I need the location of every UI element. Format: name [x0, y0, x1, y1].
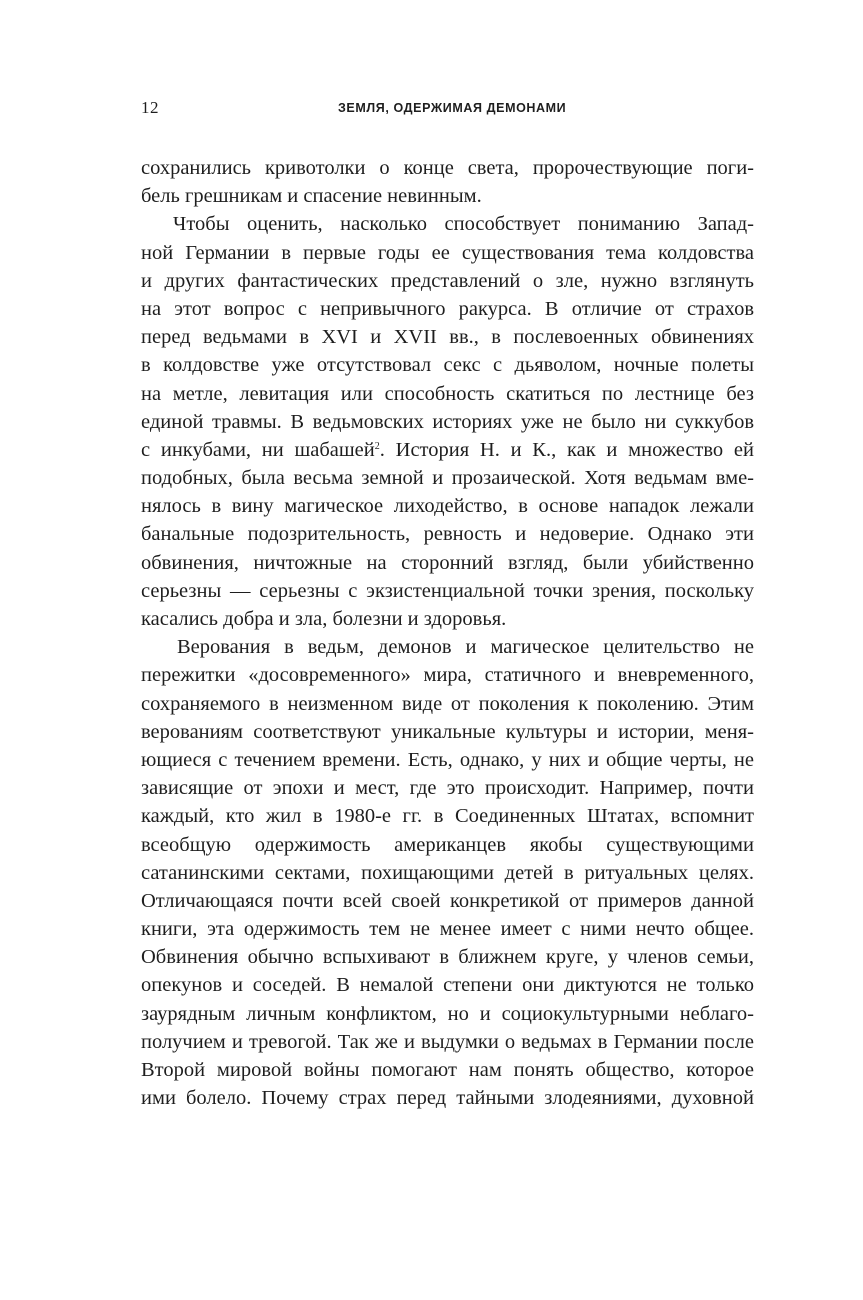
text-line: на метле, левитация или способность скатиться по лестнице без: [141, 382, 754, 405]
text-line: получием и тревогой. Так же и выдумки о ведьмах в Германии после: [141, 1030, 754, 1053]
text-line: каждый, кто жил в 1980-е гг. в Соединенных Штатах, вспомнит: [141, 805, 754, 828]
body-text: [141, 154, 754, 1112]
text-line: ной Германии в первые годы ее существования тема колдовства: [141, 241, 754, 264]
text-line: сохраняемого в неизменном виде от поколения к поколению. Этим: [141, 692, 754, 715]
text-line: Верования в ведьм, демонов и магическое целительство не: [177, 636, 754, 659]
text-line: банальные подозрительность, ревность и недоверие. Однако эти: [141, 523, 754, 546]
text-line: касались добра и зла, болезни и здоровья.: [141, 608, 507, 630]
text-line: единой травмы. В ведьмовских историях уже не было ни суккубов: [141, 410, 754, 433]
text-line: [141, 436, 754, 464]
text-line: обвинения, ничтожные на сторонний взгляд, были убийственно: [141, 551, 754, 574]
running-title: ЗЕМЛЯ, ОДЕРЖИМАЯ ДЕМОНАМИ: [338, 101, 567, 115]
page-number: 12: [141, 98, 159, 117]
text-line-tail: . История Н. и К., как и множество ей: [379, 438, 754, 461]
text-line: на этот вопрос с непривычного ракурса. В отличие от страхов: [141, 297, 754, 320]
running-head: [141, 98, 754, 118]
text-line: нялось в вину магическое лиходейство, в основе нападок лежали: [141, 495, 754, 518]
text-line: Чтобы оценить, насколько способствует пониманию Запад-: [173, 213, 754, 236]
text-line: Второй мировой войны помогают нам понять общество, которое: [141, 1059, 754, 1081]
text-line: и других фантастических представлений о зле, нужно взглянуть: [141, 269, 754, 292]
text-line: книги, эта одержимость тем не менее имеет с ними нечто общее.: [141, 918, 754, 941]
text-line: сатанинскими сектами, похищающими детей в ритуальных целях.: [141, 861, 754, 884]
text-line: ющиеся с течением времени. Есть, однако, у них и общие черты, не: [141, 748, 754, 771]
text-line: Обвинения обычно вспыхивают в ближнем круге, у членов семьи,: [141, 946, 754, 969]
text-line: бель грешникам и спасение невинным.: [141, 185, 482, 208]
text-line: пережитки «досовременного» мира, статичного и вневременного,: [141, 664, 754, 687]
text-line: серьезны — серьезны с экзистенциальной точки зрения, поскольку: [141, 579, 754, 602]
text-line: ими болело. Почему страх перед тайными злодеяниями, духовной: [141, 1087, 754, 1110]
text-line: зависящие от эпохи и мест, где это происходит. Например, почти: [141, 777, 754, 800]
text-line-head: с инкубами, ни шабашей: [141, 438, 375, 461]
text-line: заурядным личным конфликтом, но и социокультурными неблаго-: [141, 1002, 754, 1025]
text-line: всеобщую одержимость американцев якобы существующими: [141, 833, 754, 856]
text-line: опекунов и соседей. В немалой степени они диктуются не только: [141, 974, 754, 997]
text-line: подобных, была весьма земной и прозаической. Хотя ведьмам вме-: [141, 467, 754, 490]
text-line: сохранились кривотолки о конце света, пророчествующие поги-: [141, 157, 754, 179]
text-line: в колдовстве уже отсутствовал секс с дьяволом, ночные полеты: [141, 354, 754, 377]
text-line: верованиям соответствуют уникальные культуры и истории, меня-: [141, 720, 754, 743]
text-line: перед ведьмами в XVI и XVII вв., в послевоенных обвинениях: [141, 326, 754, 349]
text-line: Отличающаяся почти всей своей конкретикой от примеров данной: [141, 889, 754, 912]
footnote-reference[interactable]: 2: [374, 440, 380, 452]
